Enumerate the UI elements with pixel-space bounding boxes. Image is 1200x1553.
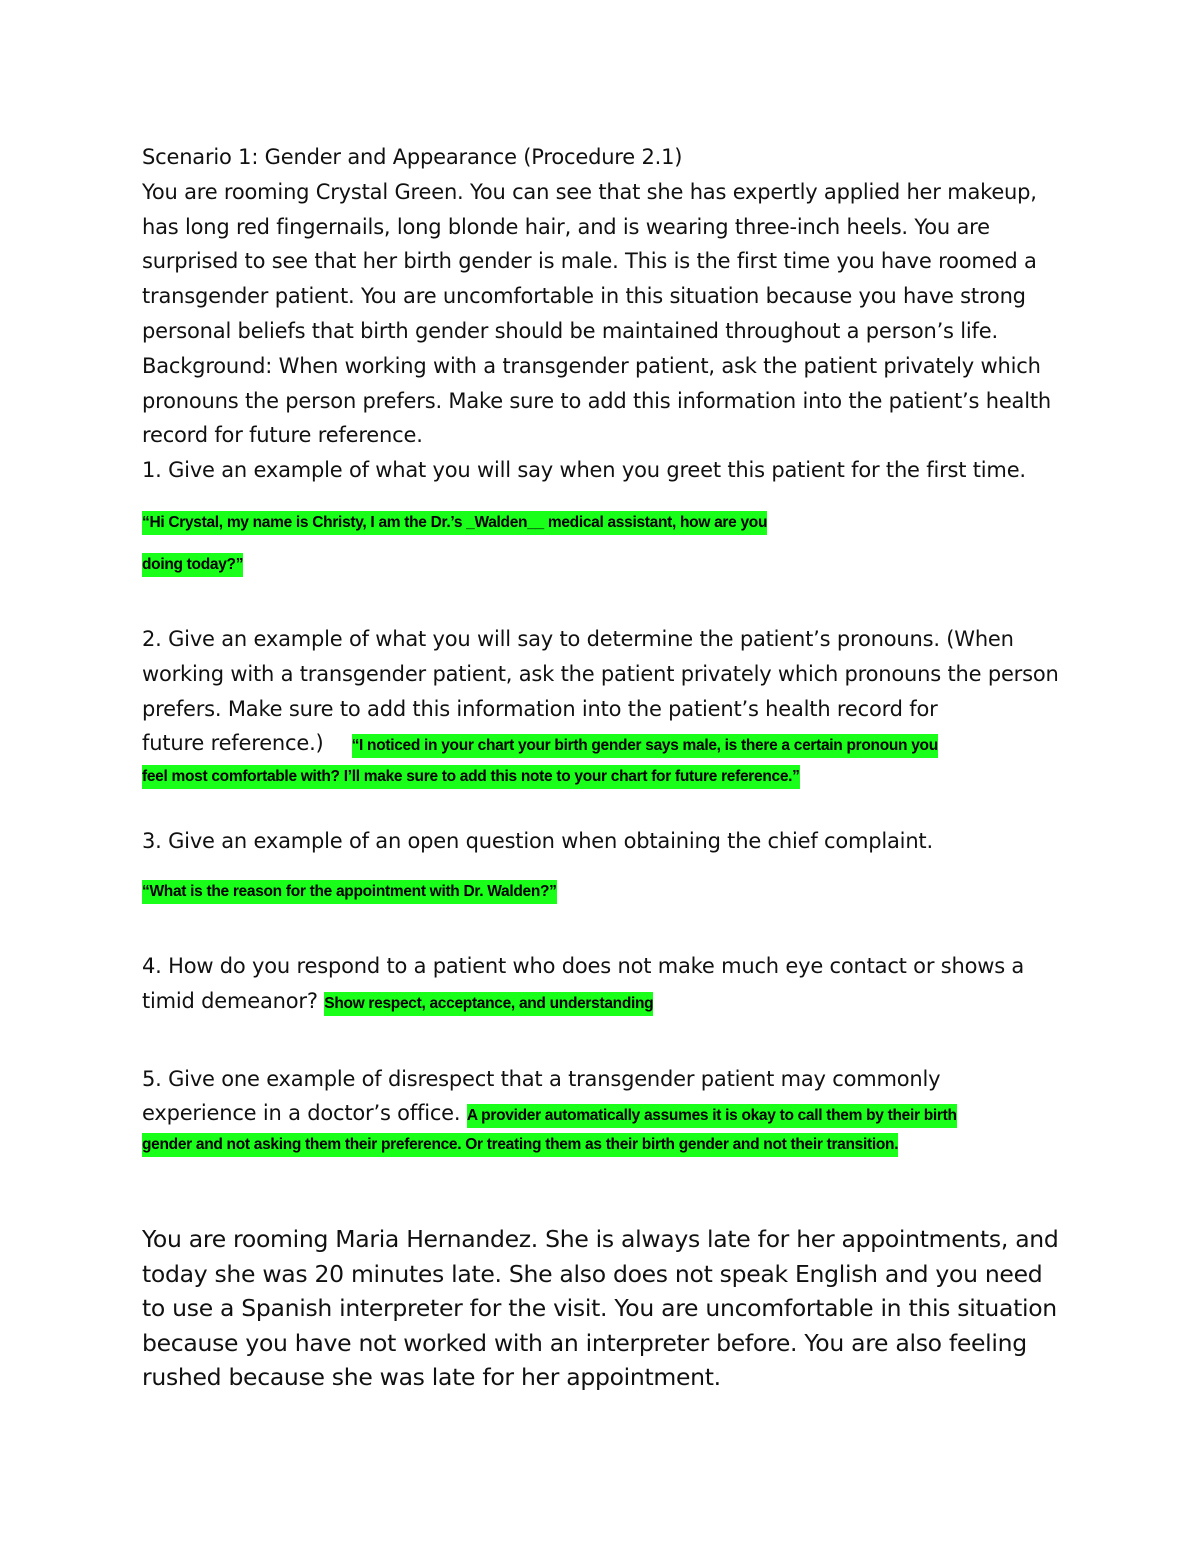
question-2-tail: future reference.) <box>142 731 324 756</box>
question-4: 4. How do you respond to a patient who does not make much eye contact or shows a <box>142 953 1025 978</box>
question-2-tail-line <box>142 726 1072 764</box>
scenario-title: Scenario 1: Gender and Appearance (Procedure 2.1) <box>142 145 683 169</box>
scenario-intro: You are rooming Crystal Green. You can see that she has expertly applied her makeup, has long red fingernails, long blonde hair, and is wearing three-inch heels. You are surprised to see that her birth gender is male. This is the first time you have roomed a transgender patient. You are uncomfortable in this situation because you have strong personal beliefs that birth gender should be maintained throughout a person’s life. Background: When working with a transgender patient, ask the patient privately which pronouns the person prefers. Make sure to add this information into the patient’s health record for future reference. <box>142 179 1051 448</box>
question-2: 2. Give an example of what you will say to determine the patient’s pronouns. (When working with a transgender patient, ask the patient privately which pronouns the person prefers. Make sure to add this information into the patient’s health record for <box>142 626 1059 721</box>
answer-4-highlight: Show respect, acceptance, and understanding <box>324 992 653 1016</box>
answer-1-highlight-1: “Hi Crystal, my name is Christy, I am the Dr.’s _Walden__ medical assistant, how are you <box>142 511 767 535</box>
question-1: 1. Give an example of what you will say when you greet this patient for the first time. <box>142 458 1026 483</box>
question-5: 5. Give one example of disrespect that a transgender patient may commonly <box>142 1066 941 1091</box>
answer-1-line-1 <box>142 506 1072 540</box>
question-4-tail-line <box>142 984 1072 1022</box>
answer-2-highlight-2: feel most comfortable with? I’ll make sure to add this note to your chart for future reference.” <box>142 765 800 789</box>
question-4-tail: timid demeanor? <box>142 988 318 1013</box>
answer-1-highlight-2: doing today?” <box>142 553 243 577</box>
answer-1-line-2 <box>142 548 1072 582</box>
document-content <box>142 140 1072 1395</box>
answer-2-line-2 <box>142 760 1072 794</box>
answer-5-highlight-1: A provider automatically assumes it is okay to call them by their birth <box>467 1104 957 1128</box>
answer-3-highlight: “What is the reason for the appointment with Dr. Walden?” <box>142 880 557 904</box>
answer-2-highlight-1: “I noticed in your chart your birth gender says male, is there a certain pronoun you <box>352 734 938 758</box>
question-5-tail: experience in a doctor’s office. <box>142 1101 461 1126</box>
scenario-2-text: You are rooming Maria Hernandez. She is always late for her appointments, and today she was 20 minutes late. She also does not speak English and you need to use a Spanish interpreter for the visit. You are uncomfortable in this situation because you have not worked with an interpreter before. You are also feeling rushed because she was late for her appointment. <box>142 1225 1059 1392</box>
answer-5-highlight-2: gender and not asking them their preference. Or treating them as their birth gender and not their transition. <box>142 1133 898 1157</box>
answer-3-line-1 <box>142 875 1072 909</box>
question-3: 3. Give an example of an open question when obtaining the chief complaint. <box>142 829 933 854</box>
